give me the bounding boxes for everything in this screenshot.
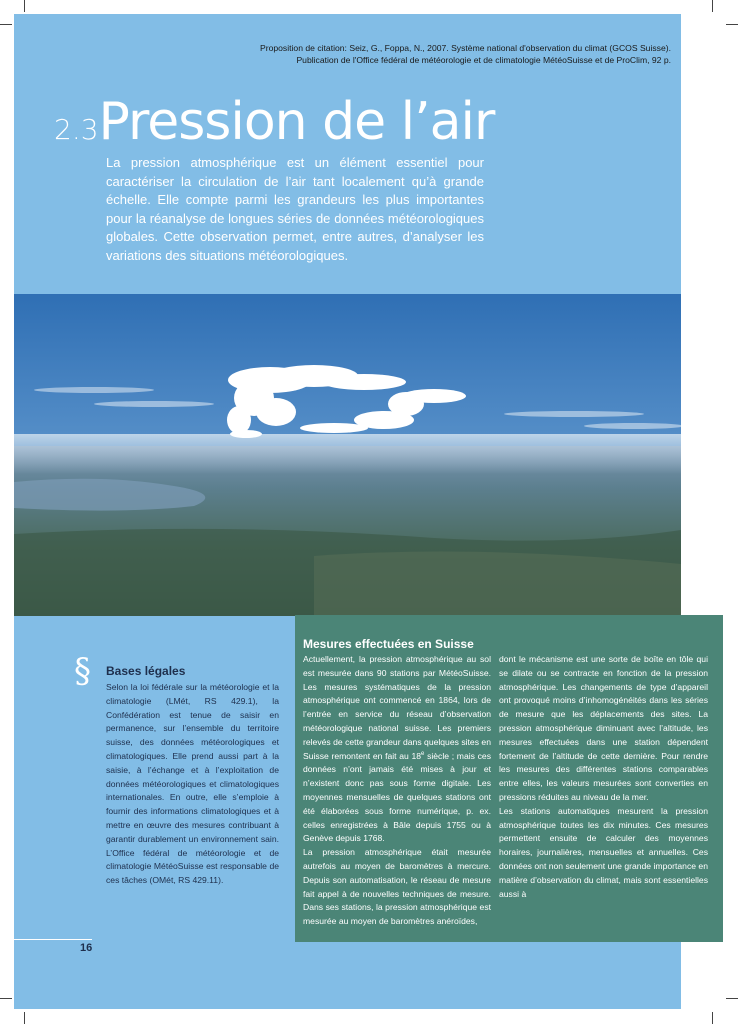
page-number: 16 (80, 942, 93, 954)
section-number: 2.3 (54, 113, 99, 146)
intro-paragraph: La pression atmosphérique est un élément essentiel pour caractériser la circulation de l’air tant localement qu’à grande échelle. Elle compte parmi les grandeurs les plus importantes pour la réanalyse de longues séries de données météorologiques globales. Cette observation permet, entre autres, d’analyser les variations des situations météorologiques. (106, 155, 484, 263)
citation-line: Proposition de citation: Seiz, G., Foppa, N., 2007. Système national d'observation du climat (GCOS Suisse). (260, 43, 671, 53)
aerial-photo (14, 294, 681, 616)
crop-mark (712, 1012, 713, 1024)
measurements-paragraph: Les stations automatiques mesurent la pression atmosphérique toutes les dix minutes. Ces mesures permettent ensuite de calculer des moyennes horaires, journalières, mensuelles et annuelles. Ces données ont non seulement une grande importance en matière d’observation du climat, mais sont essentielles aussi à (499, 805, 708, 899)
paragraph-icon: § (74, 651, 91, 691)
page-number-rule (14, 939, 92, 940)
page-title (54, 92, 494, 152)
crop-mark (24, 0, 25, 12)
crop-mark (0, 24, 12, 25)
measurements-box (295, 615, 723, 942)
crop-mark (24, 1012, 25, 1024)
measurements-column-2 (499, 653, 708, 901)
legal-sidebar (14, 616, 294, 1009)
citation-line: Publication de l'Office fédéral de météorologie et de climatologie MétéoSuisse et de ProClim, 92 p. (296, 55, 671, 65)
legal-text: Selon la loi fédérale sur la météorologie et la climatologie (LMét, RS 429.1), la Confédération est tenue de saisir en permanence, sur l’ensemble du territoire suisse, des données météorologiques et climatologiques. Elle prend aussi part à la saisie, à l’échange et à l’exploitation de données météorologiques et climatologiques internationales. En outre, elle s’emploie à fournir des informations climatologiques et à mettre en œuvre des mesures contribuant à garantir durablement un environnement sain. L’Office fédéral de météorologie et de climatologie MétéoSuisse est responsable de ces tâches (OMét, RS 429.11). (106, 682, 279, 886)
text-run: siècle ; mais ces données n’ont jamais été mises à jour et n’existent donc pas sous forme digitale. Les moyennes mensuelles de quelques stations ont été élaborées sous forme numérique, p. ex. celles enregistrées à Bâle depuis 1755 ou à Genève depuis 1768. (303, 750, 491, 844)
measurements-paragraph: dont le mécanisme est une sorte de boîte en tôle qui se dilate ou se contracte en fonction de la pression atmosphérique. Les changements de type d’appareil ont provoqué moins d’inhomogénéités dans les séries de mesure que les déplacements des sites. La pression atmosphérique diminuant avec l’altitude, les mesures effectuées dans une station dépendent fortement de l’altitude de cette dernière. Pour rendre les mesures des différentes stations comparables entre elles, les valeurs mesurées sont converties en pressions réduites au niveau de la mer. (499, 654, 708, 802)
crop-mark (726, 24, 738, 25)
section-title: Pression de l’air (98, 92, 495, 152)
measurements-paragraph: La pression atmosphérique était mesurée autrefois au moyen de baromètres à mercure. Depuis son automatisation, le réseau de mesure fait appel à de nouvelles techniques de mesure. Dans ses stations, la pression atmosphérique est mesurée au moyen de baromètres anéroïdes, (303, 847, 491, 927)
measurements-paragraph (303, 653, 491, 846)
crop-mark (726, 998, 738, 999)
crop-mark (0, 998, 12, 999)
measurements-heading: Mesures effectuées en Suisse (303, 637, 474, 651)
superscript: e (421, 750, 425, 757)
citation (111, 42, 671, 66)
crop-mark (712, 0, 713, 12)
measurements-column-1 (303, 653, 491, 929)
legal-heading: Bases légales (106, 664, 186, 678)
text-run: Actuellement, la pression atmosphérique au sol est mesurée dans 90 stations par MétéoSuisse. Les mesures systématiques de la pression atmosphérique ont commencé en 1864, lors de l’entrée en service du réseau d’observation météorologique national suisse. Les premiers relevés de cette grandeur dans quelques sites en Suisse remontent en fait au 18 (303, 654, 491, 761)
